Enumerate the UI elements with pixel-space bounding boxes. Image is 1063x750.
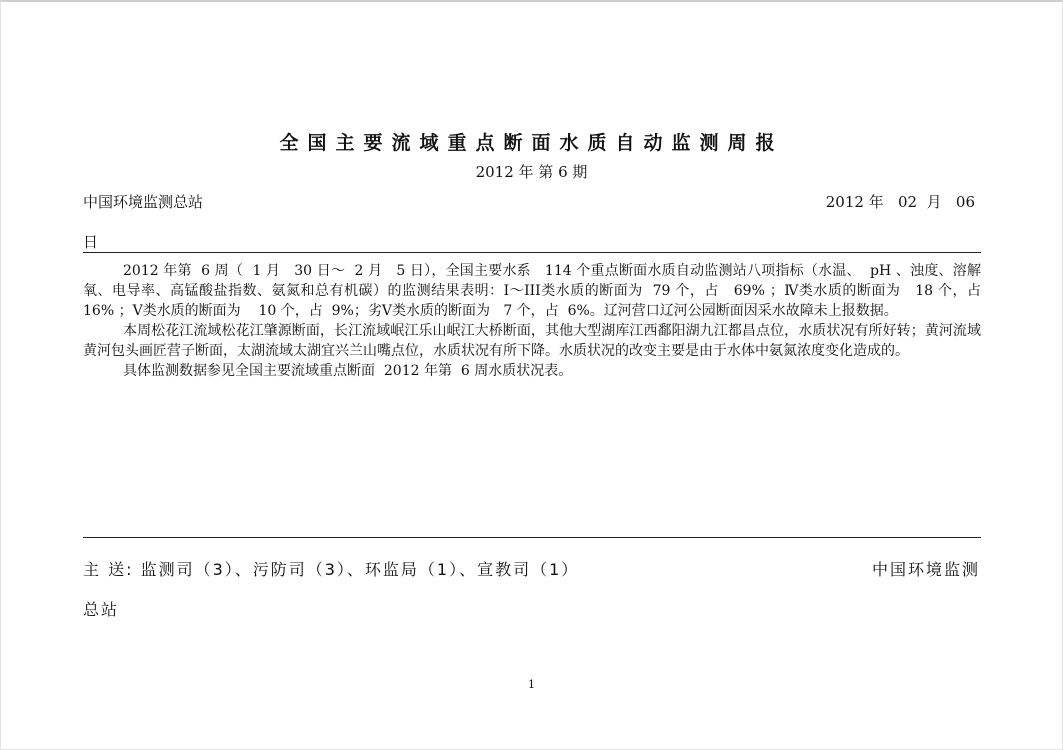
footer-issuer: 中国环境监测 (871, 560, 980, 579)
issue-number: 2012 年 第 6 期 (475, 163, 588, 181)
footer-issuer-wrap: 总站 (83, 600, 120, 619)
issuing-organization: 中国环境监测总站 (83, 193, 204, 211)
report-date: 2012 年 02 月 06 (825, 193, 975, 211)
changes-paragraph: 本周松花江流域松花江肇源断面，长江流域岷江乐山岷江大桥断面，其他大型湖库江西鄱阳湖九江都昌点位，水质状况有所好转；黄河流域黄河包头画匠营子断面，太湖流域太湖宜兴兰山嘴点位，水质状况有所下降。水质状况的改变主要是由于水体中氨氮浓度变化造成的。 (83, 323, 981, 359)
summary-paragraph: 2012 年第 6 周（ 1 月 30 日～ 2 月 5 日），全国主要水系 114 个重点断面水质自动监测站八项指标（水温、 pH 、浊度、溶解氧、电导率、高锰酸盐指数、氨氮和总有机碳）的监测结果表明：Ⅰ～III类水质的断面为 79 个，占 69% ；Ⅳ类水质的断面为 18 个，占 16% ；Ⅴ类水质的断面为 10 个，占 9%；劣Ⅴ类水质的断面为 7 个，占 6%。辽河营口辽河公园断面因采水故障未上报数据。 (83, 263, 995, 319)
reference-paragraph: 具体监测数据参见全国主要流域重点断面 2012 年第 6 周水质状况表。 (123, 363, 573, 379)
page-number: 1 (528, 678, 535, 691)
distribution-list: 主 送: 监测司（3）、污防司（3）、环监局（1）、宣教司（1） (83, 560, 580, 579)
footer-divider (83, 537, 981, 538)
header-divider (83, 252, 981, 253)
report-title: 全国主要流域重点断面水质自动监测周报 (279, 132, 784, 154)
report-body (83, 261, 995, 381)
report-date-day: 日 (83, 233, 99, 251)
